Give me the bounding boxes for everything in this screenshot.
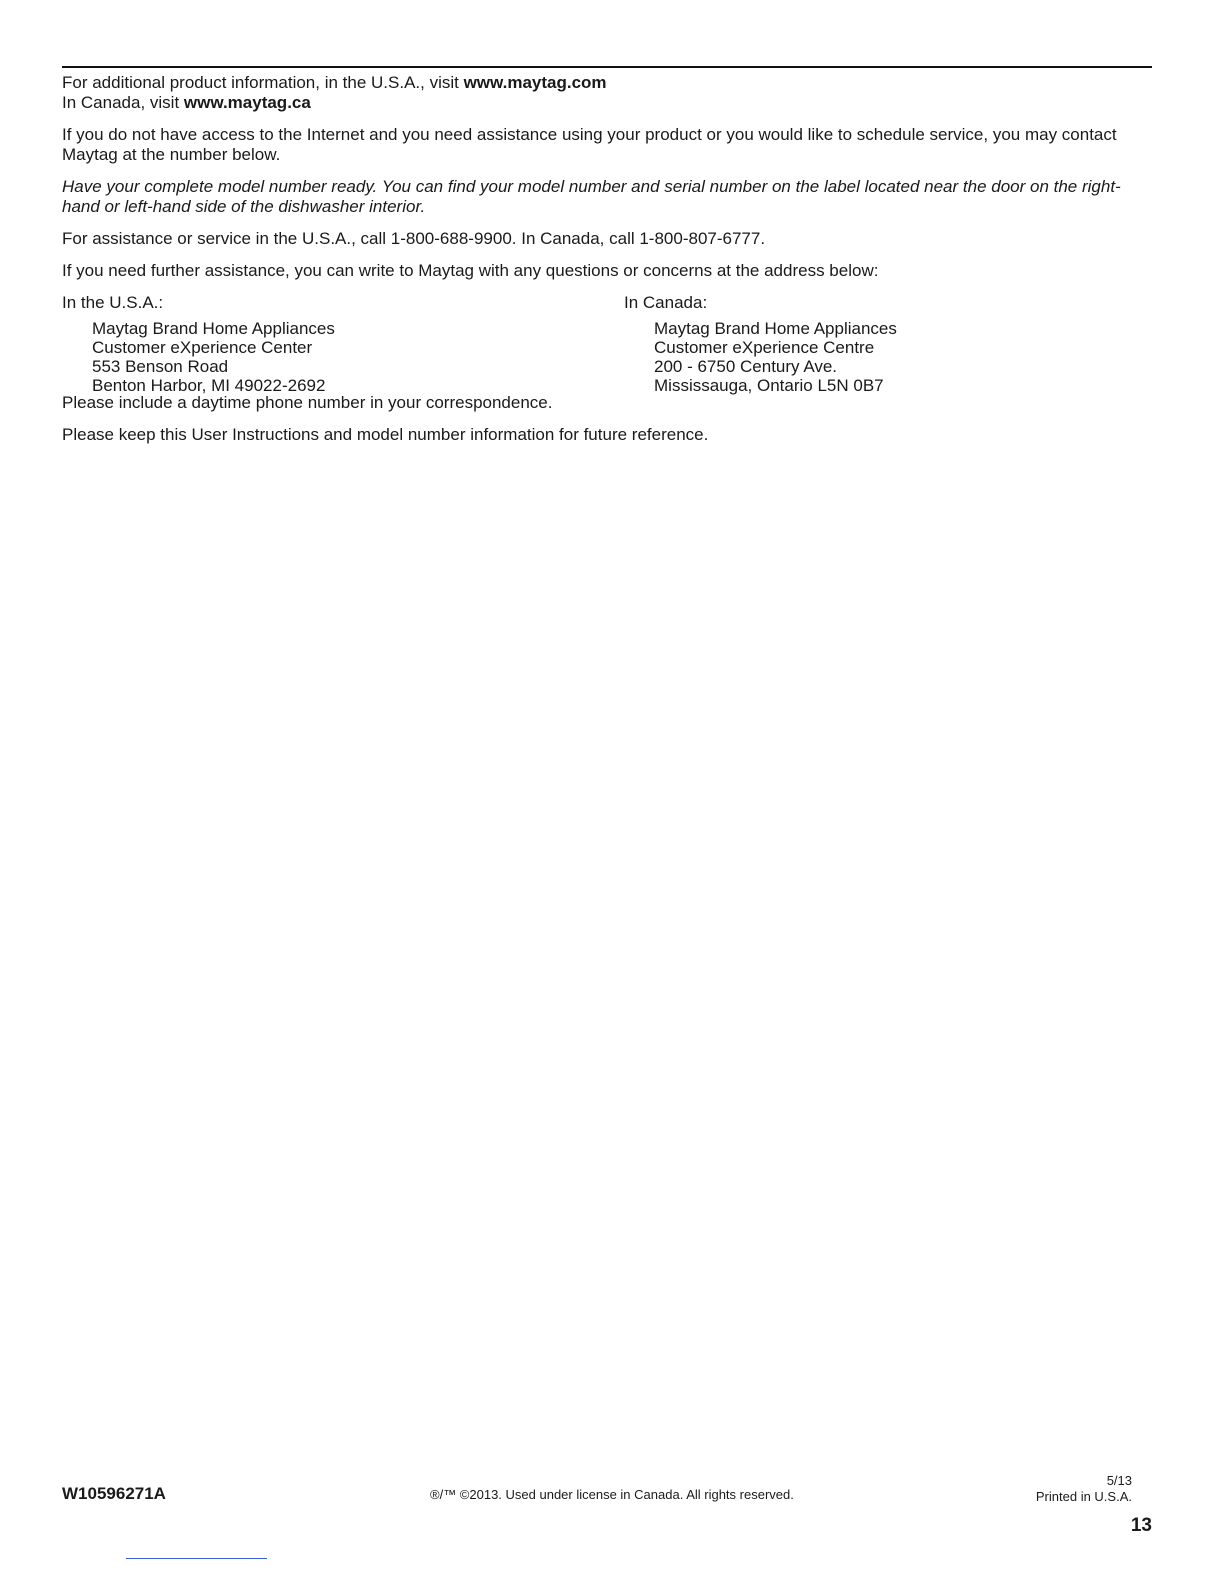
canada-address-heading: In Canada: [624, 293, 708, 312]
address-line: Benton Harbor, MI 49022-2692 [92, 376, 326, 395]
write-paragraph: If you need further assistance, you can write to Maytag with any questions or concerns at the address below: [62, 261, 879, 280]
address-line: Maytag Brand Home Appliances [654, 319, 897, 338]
model-number-note: Have your complete model number ready. You can find your model number and serial number on the label located near the door on the right-hand or left-hand side of the dishwasher interior. [62, 177, 1121, 216]
address-line: Customer eXperience Center [92, 338, 313, 357]
print-date: 5/13 [1106, 1473, 1132, 1488]
canada-address-lines [624, 319, 897, 395]
address-line: Mississauga, Ontario L5N 0B7 [654, 376, 884, 395]
address-line: 200 - 6750 Century Ave. [654, 357, 838, 376]
canada-info-line [62, 93, 1152, 113]
top-rule [62, 66, 1152, 68]
usa-info-text: For additional product information, in the U.S.A., visit [62, 73, 464, 92]
usa-address-lines [62, 319, 335, 395]
model-code: W10596271A [62, 1484, 166, 1503]
maytag-ca-link[interactable]: www.maytag.ca [183, 93, 311, 112]
canada-address [624, 293, 897, 395]
address-line: Maytag Brand Home Appliances [92, 319, 335, 338]
canada-info-text: In Canada, visit [62, 93, 184, 112]
usa-info-line [62, 73, 1152, 93]
include-phone-paragraph: Please include a daytime phone number in your correspondence. [62, 393, 553, 412]
maytag-com-link[interactable]: www.maytag.com [463, 73, 607, 92]
access-paragraph: If you do not have access to the Internet and you need assistance using your product or you would like to schedule service, you may contact Maytag at the number below. [62, 125, 1117, 164]
address-line: 553 Benson Road [92, 357, 229, 376]
keep-instructions-paragraph: Please keep this User Instructions and model number information for future reference. [62, 425, 709, 444]
usa-address-heading: In the U.S.A.: [62, 293, 164, 312]
contact-info [62, 73, 1152, 457]
usa-address [62, 293, 335, 395]
print-info [1036, 1473, 1132, 1505]
link-underline-mark [126, 1558, 267, 1559]
addresses [62, 293, 1152, 393]
address-line: Customer eXperience Centre [654, 338, 875, 357]
phone-paragraph: For assistance or service in the U.S.A., call 1-800-688-9900. In Canada, call 1-800-807-6777. [62, 229, 766, 248]
page-number: 13 [1130, 1515, 1152, 1536]
printed-in: Printed in U.S.A. [1035, 1489, 1132, 1504]
copyright-notice: ®/™ ©2013. Used under license in Canada. All rights reserved. [430, 1487, 794, 1502]
